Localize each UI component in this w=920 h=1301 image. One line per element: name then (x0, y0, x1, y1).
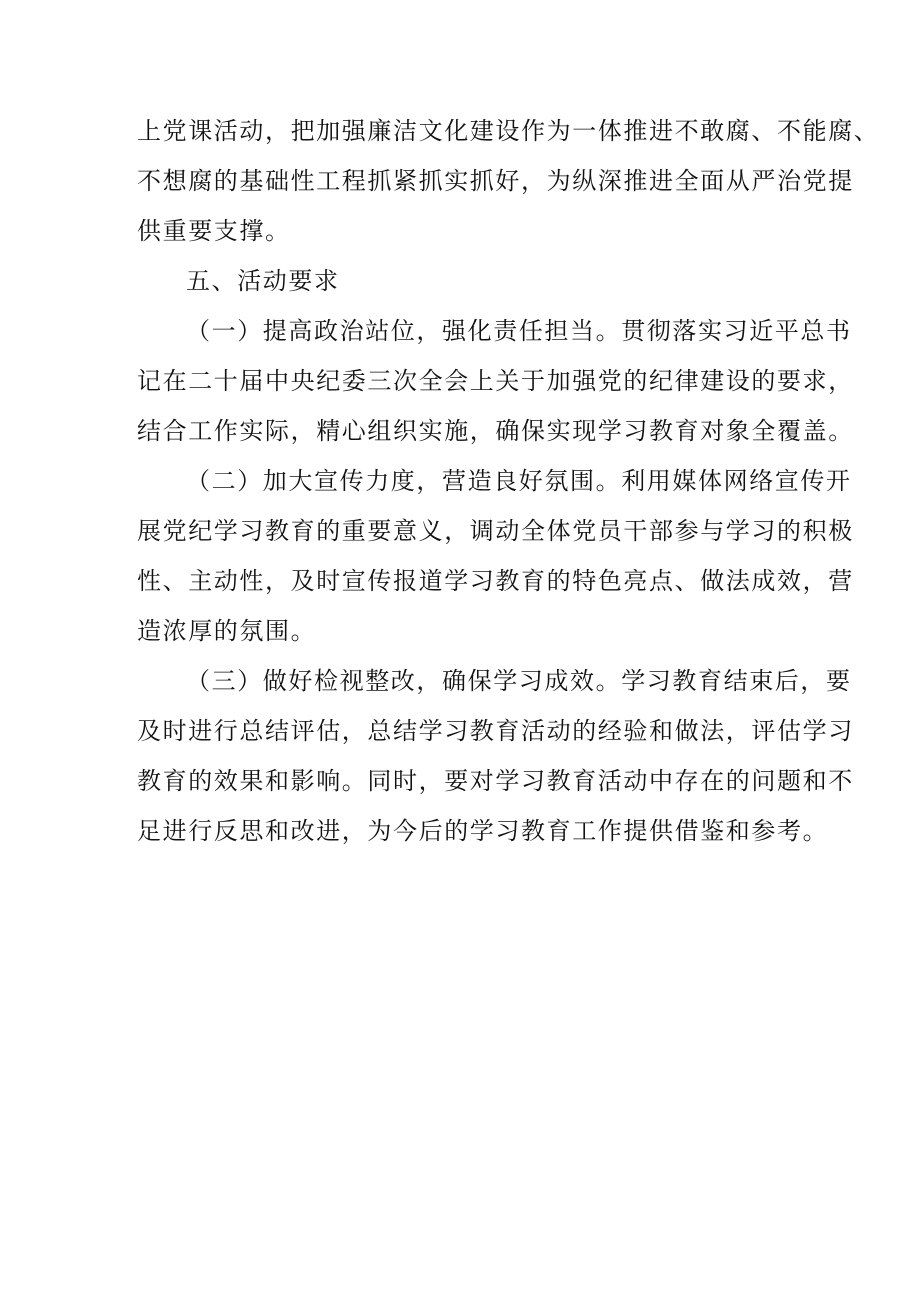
paragraph-line: 供重要支撑。 (137, 217, 291, 245)
paragraph-line: 记在二十届中央纪委三次全会上关于加强党的纪律建设的要求， (137, 367, 854, 395)
paragraph-line: （二）加大宣传力度，营造良好氛围。利用媒体网络宣传开 (186, 467, 852, 495)
paragraph-line: 足进行反思和改进，为今后的学习教育工作提供借鉴和参考。 (137, 817, 829, 845)
paragraph-line: 及时进行总结评估，总结学习教育活动的经验和做法，评估学习 (137, 717, 854, 745)
section-heading: 五、活动要求 (186, 267, 340, 295)
paragraph-line: （一）提高政治站位，强化责任担当。贯彻落实习近平总书 (186, 317, 852, 345)
paragraph-line: 教育的效果和影响。同时，要对学习教育活动中存在的问题和不 (137, 767, 854, 795)
paragraph-line: 展党纪学习教育的重要意义，调动全体党员干部参与学习的积极 (137, 517, 854, 545)
paragraph-line: 造浓厚的氛围。 (137, 617, 317, 645)
paragraph-line: 结合工作实际，精心组织实施，确保实现学习教育对象全覆盖。 (137, 417, 854, 445)
paragraph-line: 上党课活动，把加强廉洁文化建设作为一体推进不敢腐、不能腐、 (137, 117, 880, 145)
paragraph-line: 不想腐的基础性工程抓紧抓实抓好，为纵深推进全面从严治党提 (137, 167, 854, 195)
paragraph-line: （三）做好检视整改，确保学习成效。学习教育结束后，要 (186, 667, 852, 695)
paragraph-line: 性、主动性，及时宣传报道学习教育的特色亮点、做法成效，营 (137, 567, 854, 595)
